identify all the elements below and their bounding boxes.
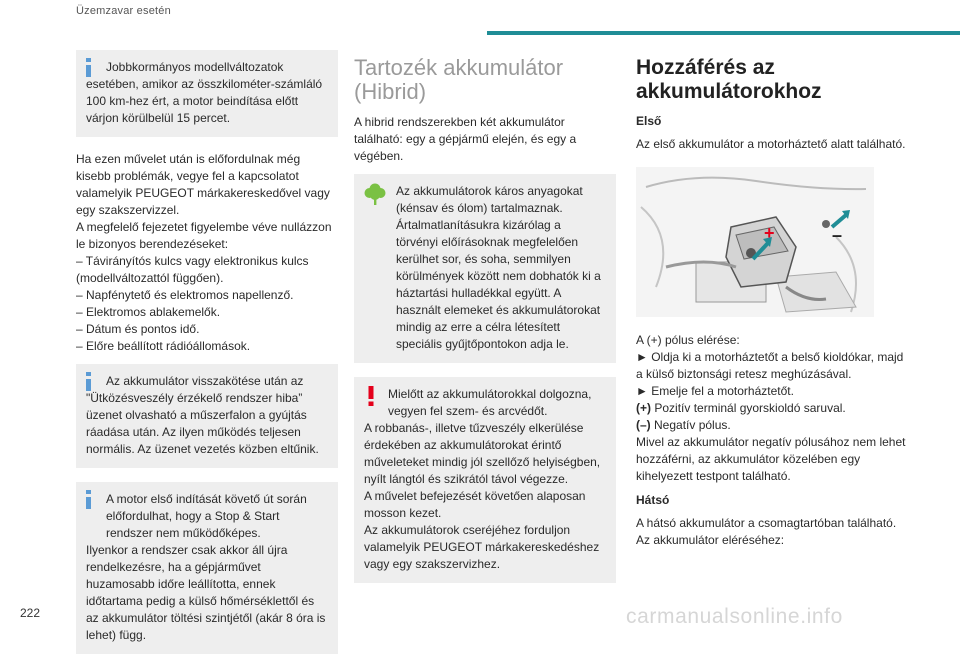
paragraph: Az első akkumulátor a motorháztető alatt található. [636,137,906,151]
list-item: – Elektromos ablakemelők. [76,305,221,319]
paragraph: Ha ezen művelet után is előfordulnak még kisebb problémák, vegye fel a kapcsolatot valamelyik PEUGEOT márkakereskedővel vagy egy szakszervizzel. [76,152,330,217]
info-icon [86,490,91,509]
info-box-reconnect [76,364,338,468]
info-box-text: Ilyenkor a rendszer csak akkor áll újra rendelkezésre, ha a gépjárművet huzamosabb időre leállította, ennek időtartama pedig a külső hőmérséklettől és az akkumulátor töltési szintjétől (akár 8 óra is lehet) függ. [86,543,326,642]
recycling-tree-icon [364,182,386,206]
info-box-stop-start [76,482,338,654]
legend-plus [636,400,908,417]
paragraph: A hátsó akkumulátor a csomagtartóban található. [636,516,897,530]
legend-minus-symbol: (–) [636,418,651,432]
warning-text: A művelet befejezését követően alaposan mosson kezet. [364,489,586,520]
warning-exclamation-icon [364,385,378,407]
info-box-lead: Az akkumulátor visszakötése után az [106,374,304,388]
list-item: – Napfénytető és elektromos napellenző. [76,288,294,302]
list-item: – Távirányítós kulcs vagy elektronikus kulcs (modellváltozattól függően). [76,254,309,285]
legend-plus-symbol: (+) [636,401,651,415]
step-item: ► Oldja ki a motorháztetőt a belső kioldókar, majd a külső biztonsági retesz meghúzásával. [636,350,904,381]
environment-text: (kénsav és ólom) tartalmaznak. Ártalmatlanításukra kizárólag a törvényi előírásoknak megfelelően kerülhet sor, és soha, semmilyen körülmények között nem dobhatók ki a háztartási hulladékkal együtt. A használt elemeket és akkumulátorokat mindig az erre a célra létesített speciális gyűjtőpontokon adja le. [396,201,601,351]
page-number: 222 [20,606,41,620]
column-1 [76,50,338,668]
info-icon [86,58,91,77]
section-heading-auxiliary-battery: Tartozék akkumulátor (Hibrid) [354,55,564,104]
info-box-text: esetében, amikor az összkilométer-számláló 100 km-hez ért, a motor beindítása előtt várjon körülbelül 15 percet. [86,77,323,125]
plus-terminal-label: + [764,223,775,243]
column-2 [354,50,616,597]
info-box-lead: Jobbkormányos modellváltozatok [106,60,284,74]
info-box-rhd [76,50,338,137]
watermark: carmanualsonline.info [626,605,843,628]
paragraph: A megfelelő fejezetet figyelembe véve nullázzon le bizonyos berendezéseket: [76,220,332,251]
paragraph: A hibrid rendszerekben két akkumulátor található: egy a gépjármű elején, és egy a végében. [354,115,577,163]
warning-text: A robbanás-, illetve tűzveszély elkerülése érdekében az akkumulátorokat érintő műveleteket mindig jól szellőző helyiségben, nyílt lángtól és szikrától távol végezze. [364,421,601,486]
warning-lead: Mielőtt az akkumulátorokkal dolgozna, [388,387,592,401]
info-icon [86,372,91,391]
engine-bay-illustration [636,167,874,317]
section-heading-battery-access: Hozzáférés az akkumulátorokhoz [636,56,822,103]
info-box-lead: A motor első indítását követő út során [106,492,307,506]
paragraph: Az akkumulátor eléréséhez: [636,533,785,547]
warning-text: Az akkumulátorok cseréjéhez forduljon valamelyik PEUGEOT márkakereskedéshez vagy egy szakszervizhez. [364,523,600,571]
environment-lead: Az akkumulátorok káros anyagokat [396,184,583,198]
list-item: – Előre beállított rádióállomások. [76,339,251,353]
list-item: – Dátum és pontos idő. [76,322,200,336]
legend-plus-text: Pozitív terminál gyorskioldó saruval. [654,401,846,415]
paragraph: Mivel az akkumulátor negatív pólusához nem lehet hozzáférni, az akkumulátor közelében egy kihelyezett testpont található. [636,435,906,483]
column-3 [636,50,908,549]
subheading-front: Első [636,114,662,128]
paragraph: A (+) pólus elérése: [636,333,740,347]
header-accent-bar [487,31,960,35]
step-item: ► Emelje fel a motorháztetőt. [636,384,794,398]
legend-minus [636,417,908,434]
environment-box [354,174,616,363]
minus-terminal-label: – [832,225,843,245]
running-header: Üzemzavar esetén [76,5,171,17]
subheading-rear: Hátsó [636,493,670,507]
info-box-text: előfordulhat, hogy a Stop & Start rendszer nem működőképes. [106,509,280,540]
legend-minus-text: Negatív pólus. [654,418,731,432]
info-box-text: "Ütközésveszély érzékelő rendszer hiba” üzenet olvasható a műszerfalon a gyújtás ráadása után. Az ilyen működés teljesen normális. Az üzenet vezetés közben eltűnik. [86,391,319,456]
warning-box [354,377,616,583]
warning-text: vegyen fel szem- és arcvédőt. [388,404,548,418]
